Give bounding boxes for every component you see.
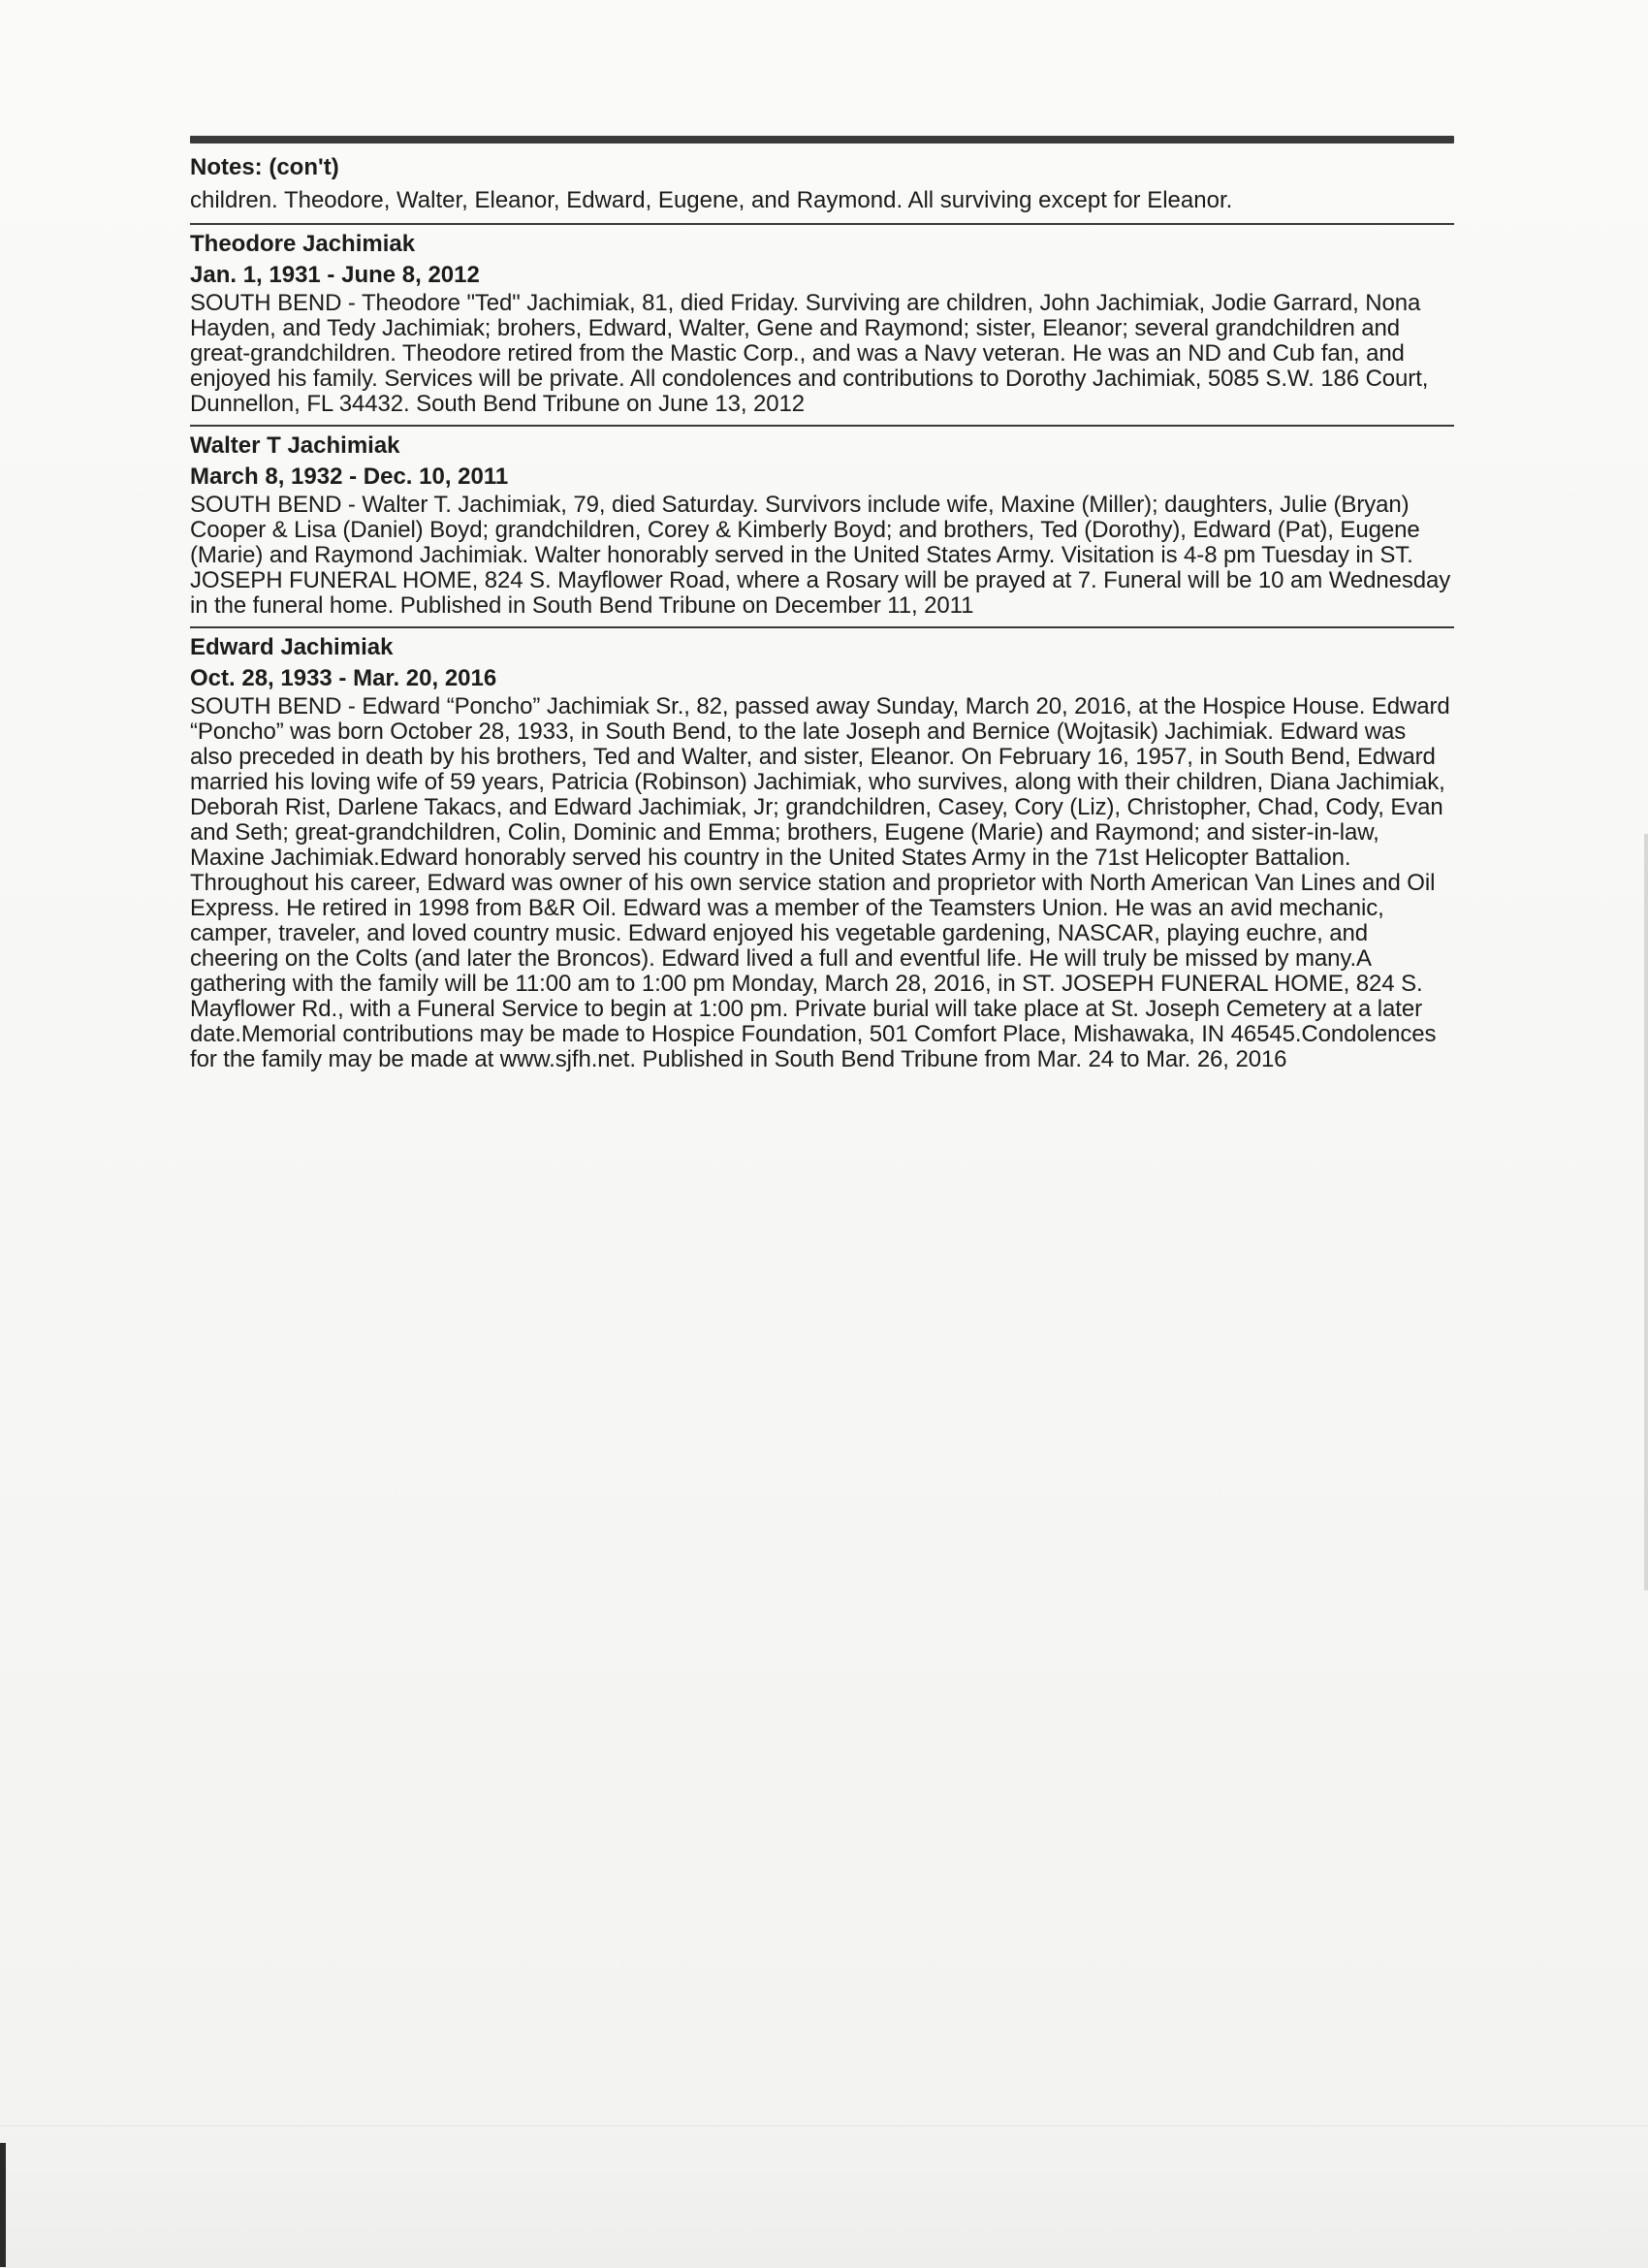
notes-section: [190, 153, 1454, 215]
entry-dates: Jan. 1, 1931 - June 8, 2012: [190, 262, 480, 288]
entry-name: Edward Jachimiak: [190, 634, 394, 660]
entry-name: Walter T Jachimiak: [190, 432, 400, 459]
entry-body: SOUTH BEND - Theodore "Ted" Jachimiak, 81, died Friday. Surviving are children, John Jachimiak, Jodie Garrard, Nona Hayden, and Tedy Jachimiak; brohers, Edward, Walter, Gene and Raymond; sister, Eleanor; several grandchildren and great-grandchildren. Theodore retired from the Mastic Corp., and was a Navy veteran. He was an ND and Cub fan, and enjoyed his family. Services will be private. All condolences and contributions to Dorothy Jachimiak, 5085 S.W. 186 Court, Dunnellon, FL 34432. South Bend Tribune on June 13, 2012: [190, 290, 1429, 417]
entry-dates: Oct. 28, 1933 - Mar. 20, 2016: [190, 665, 497, 691]
scan-edge-shadow: [1644, 834, 1648, 1590]
notes-text: children. Theodore, Walter, Eleanor, Edward, Eugene, and Raymond. All surviving except for Eleanor.: [190, 187, 1233, 213]
entry-body: SOUTH BEND - Walter T. Jachimiak, 79, died Saturday. Survivors include wife, Maxine (Miller); daughters, Julie (Bryan) Cooper & Lisa (Daniel) Boyd; grandchildren, Corey & Kimberly Boyd; and brothers, Ted (Dorothy), Edward (Pat), Eugene (Marie) and Raymond Jachimiak. Walter honorably served in the United States Army. Visitation is 4-8 pm Tuesday in ST. JOSEPH FUNERAL HOME, 824 S. Mayflower Road, where a Rosary will be prayed at 7. Funeral will be 10 am Wednesday in the funeral home. Published in South Bend Tribune on December 11, 2011: [190, 492, 1451, 619]
obituary-entry-walter: [190, 427, 1454, 626]
entry-body: SOUTH BEND - Edward “Poncho” Jachimiak Sr., 82, passed away Sunday, March 20, 2016, at the Hospice House. Edward “Poncho” was born October 28, 1933, in South Bend, to the late Joseph and Bernice (Wojtasik) Jachimiak. Edward was also preceded in death by his brothers, Ted and Walter, and sister, Eleanor. On February 16, 1957, in South Bend, Edward married his loving wife of 59 years, Patricia (Robinson) Jachimiak, who survives, along with their children, Diana Jachimiak, Deborah Rist, Darlene Takacs, and Edward Jachimiak, Jr; grandchildren, Casey, Cory (Liz), Christopher, Chad, Cody, Evan and Seth; great-grandchildren, Colin, Dominic and Emma; brothers, Eugene (Marie) and Raymond; and sister-in-law, Maxine Jachimiak.Edward honorably served his country in the United States Army in the 71st Helicopter Battalion. Throughout his career, Edward was owner of his own service station and proprietor with North American Van Lines and Oil Express. He retired in 1998 from B&R Oil. Edward was a member of the Teamsters Union. He was an avid mechanic, camper, traveler, and loved country music. Edward enjoyed his vegetable gardening, NASCAR, playing euchre, and cheering on the Colts (and later the Broncos). Edward lived a full and eventful life. He will truly be missed by many.A gathering with the family will be 11:00 am to 1:00 pm Monday, March 28, 2016, in ST. JOSEPH FUNERAL HOME, 824 S. Mayflower Rd., with a Funeral Service to begin at 1:00 pm. Private burial will take place at St. Joseph Cemetery at a later date.Memorial contributions may be made to Hospice Foundation, 501 Comfort Place, Mishawaka, IN 46545.Condolences for the family may be made at www.sjfh.net. Published in South Bend Tribune from Mar. 24 to Mar. 26, 2016: [190, 693, 1450, 1072]
entry-dates: March 8, 1932 - Dec. 10, 2011: [190, 463, 509, 490]
document-content: [190, 136, 1454, 1080]
top-rule: [190, 136, 1454, 144]
obituary-entry-theodore: [190, 225, 1454, 425]
scan-bottom-margin: [0, 2125, 1648, 2268]
entry-name: Theodore Jachimiak: [190, 231, 416, 257]
obituary-entry-edward: [190, 628, 1454, 1080]
notes-heading: Notes: (con't): [190, 154, 339, 180]
scan-edge-mark: [0, 2143, 6, 2267]
